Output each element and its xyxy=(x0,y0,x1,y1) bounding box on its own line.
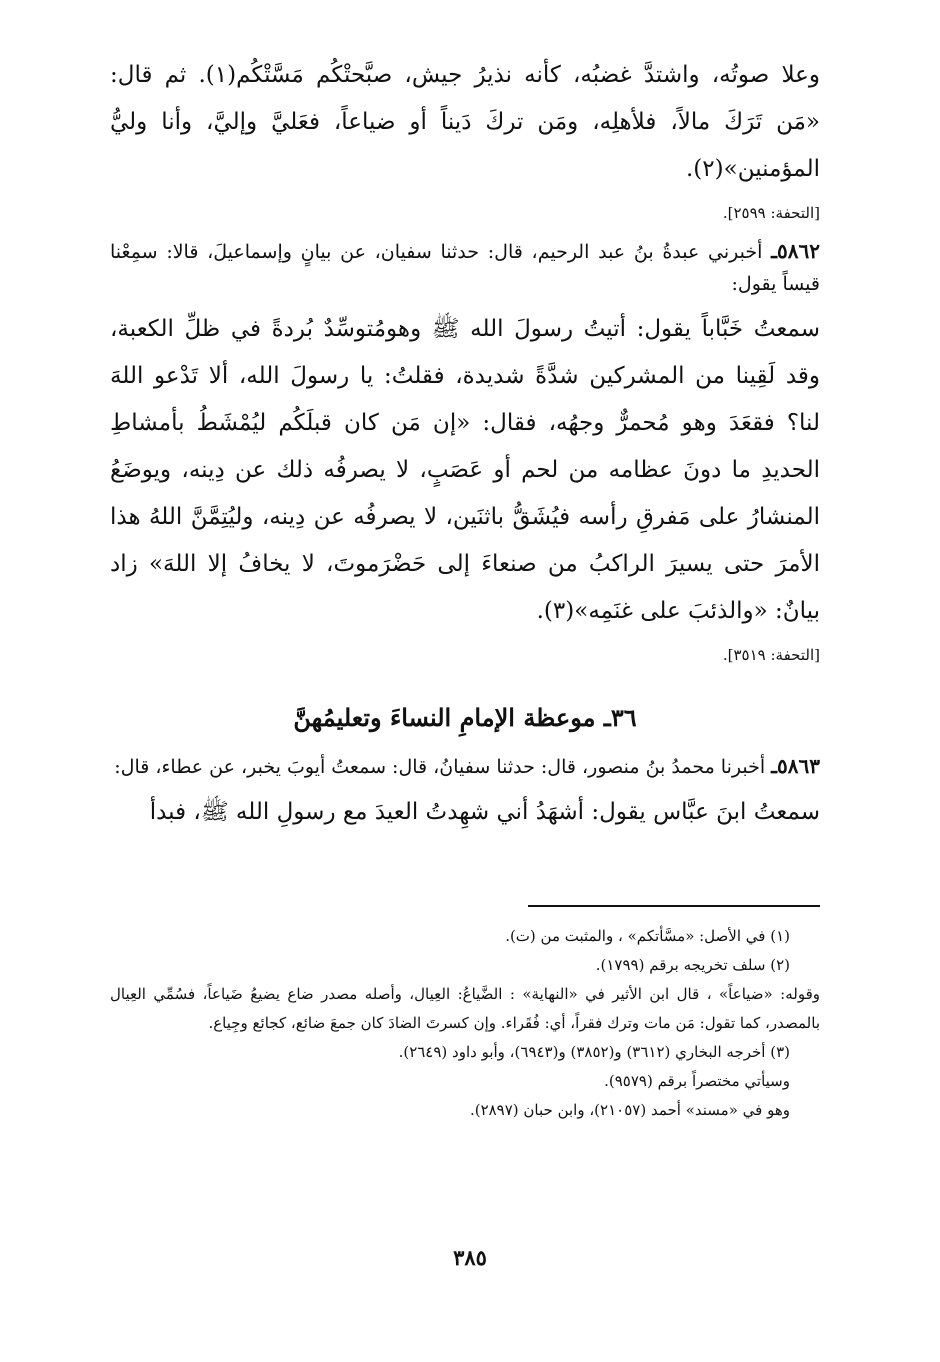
hadith-number-5863: ٥٨٦٣ـ xyxy=(771,754,820,778)
footnotes xyxy=(110,922,820,1125)
footnote-2: (٢) سلف تخريجه برقم (١٧٩٩). xyxy=(595,956,790,974)
footnote-separator xyxy=(528,905,820,907)
footnote-1: (١) في الأصل: «مسَّأتكم» ، والمثبت من (ت). xyxy=(505,927,790,945)
tuhfa-reference-2599: [التحفة: ٢٥٩٩]. xyxy=(722,204,820,222)
hadith-5862-text: سمعتُ خَبَّاباً يقول: أتيتُ رسولَ الله ﷺ وهومُتوسِّدٌ بُردةً في ظلِّ الكعبة، وقد لَقِينا من المشركين شدَّةً شديدة، فقلتُ: يا رسولَ الله، ألا تَدْعو اللهَ لنا؟ فقعَدَ وهو مُحمرٌّ وجهُه، فقال: «إن مَن كان قبلَكُم ليُمْشَطُ بأمشاطِ الحديدِ ما دونَ عظامه من لحم أو عَصَبٍ، لا يصرفُه ذلك عن دِينه، ويوضَعُ المنشارُ على مَفرقِ رأسه فيُشَقُّ باثنَين، لا يصرفُه عن دِينه، وليُتِمَّنَّ اللهُ هذا الأمرَ حتى يسيرَ الراكبُ من صنعاءَ إلى حَضْرَموتَ، لا يخافُ إلا اللهَ» زاد بيانٌ: «والذئبَ على غنَمِه»(٣). xyxy=(110,316,820,624)
hadith-number-5862: ٥٨٦٢ـ xyxy=(771,239,820,263)
hadith-5863-text: سمعتُ ابنَ عبَّاس يقول: أشهَدُ أني شهِدتُ العيدَ مع رسولِ الله ﷺ، فبدأ xyxy=(149,799,820,825)
tuhfa-reference-3519: [التحفة: ٣٥١٩]. xyxy=(722,646,820,664)
footnote-3-line-3: وهو في «مسند» أحمد (٢١٠٥٧)، وابن حبان (٢٨٩٧). xyxy=(469,1101,790,1119)
footnote-2-note: وقوله: «ضياعاً» ، قال ابن الأثير في «النهاية» : الضَّياعُ: العِيال، وأصله مصدر ضاع يضيعُ ضَياعاً، فسُمِّي العِيال بالمصدر، كما تقول: مَن مات وترك فقراً، أي: فُقَراء. وإن كسرتَ الضادَ كان جمعَ ضائع، كجائع وجِياع. xyxy=(110,985,820,1032)
section-heading: ٣٦ـ موعظة الإمامِ النساءَ وتعليمُهنَّ xyxy=(293,703,637,732)
footnote-3: (٣) أخرجه البخاري (٣٦١٢) و(٣٨٥٢) و(٦٩٤٣)، وأبو داود (٢٦٤٩). xyxy=(398,1043,790,1061)
footnote-3-line-2: وسيأتي مختصراً برقم (٩٥٧٩). xyxy=(604,1072,790,1090)
hadith-5862-isnad xyxy=(110,235,820,300)
page-number: ٣٨٥ xyxy=(453,1245,487,1270)
top-paragraph: وعلا صوتُه، واشتدَّ غضبُه، كأنه نذيرُ جيش، صبَّحتْكُم مَسَّتْكُم(١). ثم قال: «مَن تَرَكَ مالاً، فلأهلِه، ومَن تركَ دَيناً أو ضياعاً، فعَليَّ وإليَّ، وأنا وليُّ المؤمنين»(٢). xyxy=(110,62,821,182)
page-body xyxy=(110,40,820,836)
hadith-5863-chain: أخبرنا محمدُ بنُ منصور، قال: حدثنا سفيانُ، قال: سمعتُ أيوبَ يخبر، عن عطاء، قال: xyxy=(114,756,766,778)
hadith-5863-isnad xyxy=(110,750,820,783)
hadith-5862-chain: أخبرني عبدةُ بنُ عبد الرحيم، قال: حدثنا سفيان، عن بيانٍ وإسماعيلَ، قالا: سمِعْنا قيساً يقول: xyxy=(110,241,820,295)
